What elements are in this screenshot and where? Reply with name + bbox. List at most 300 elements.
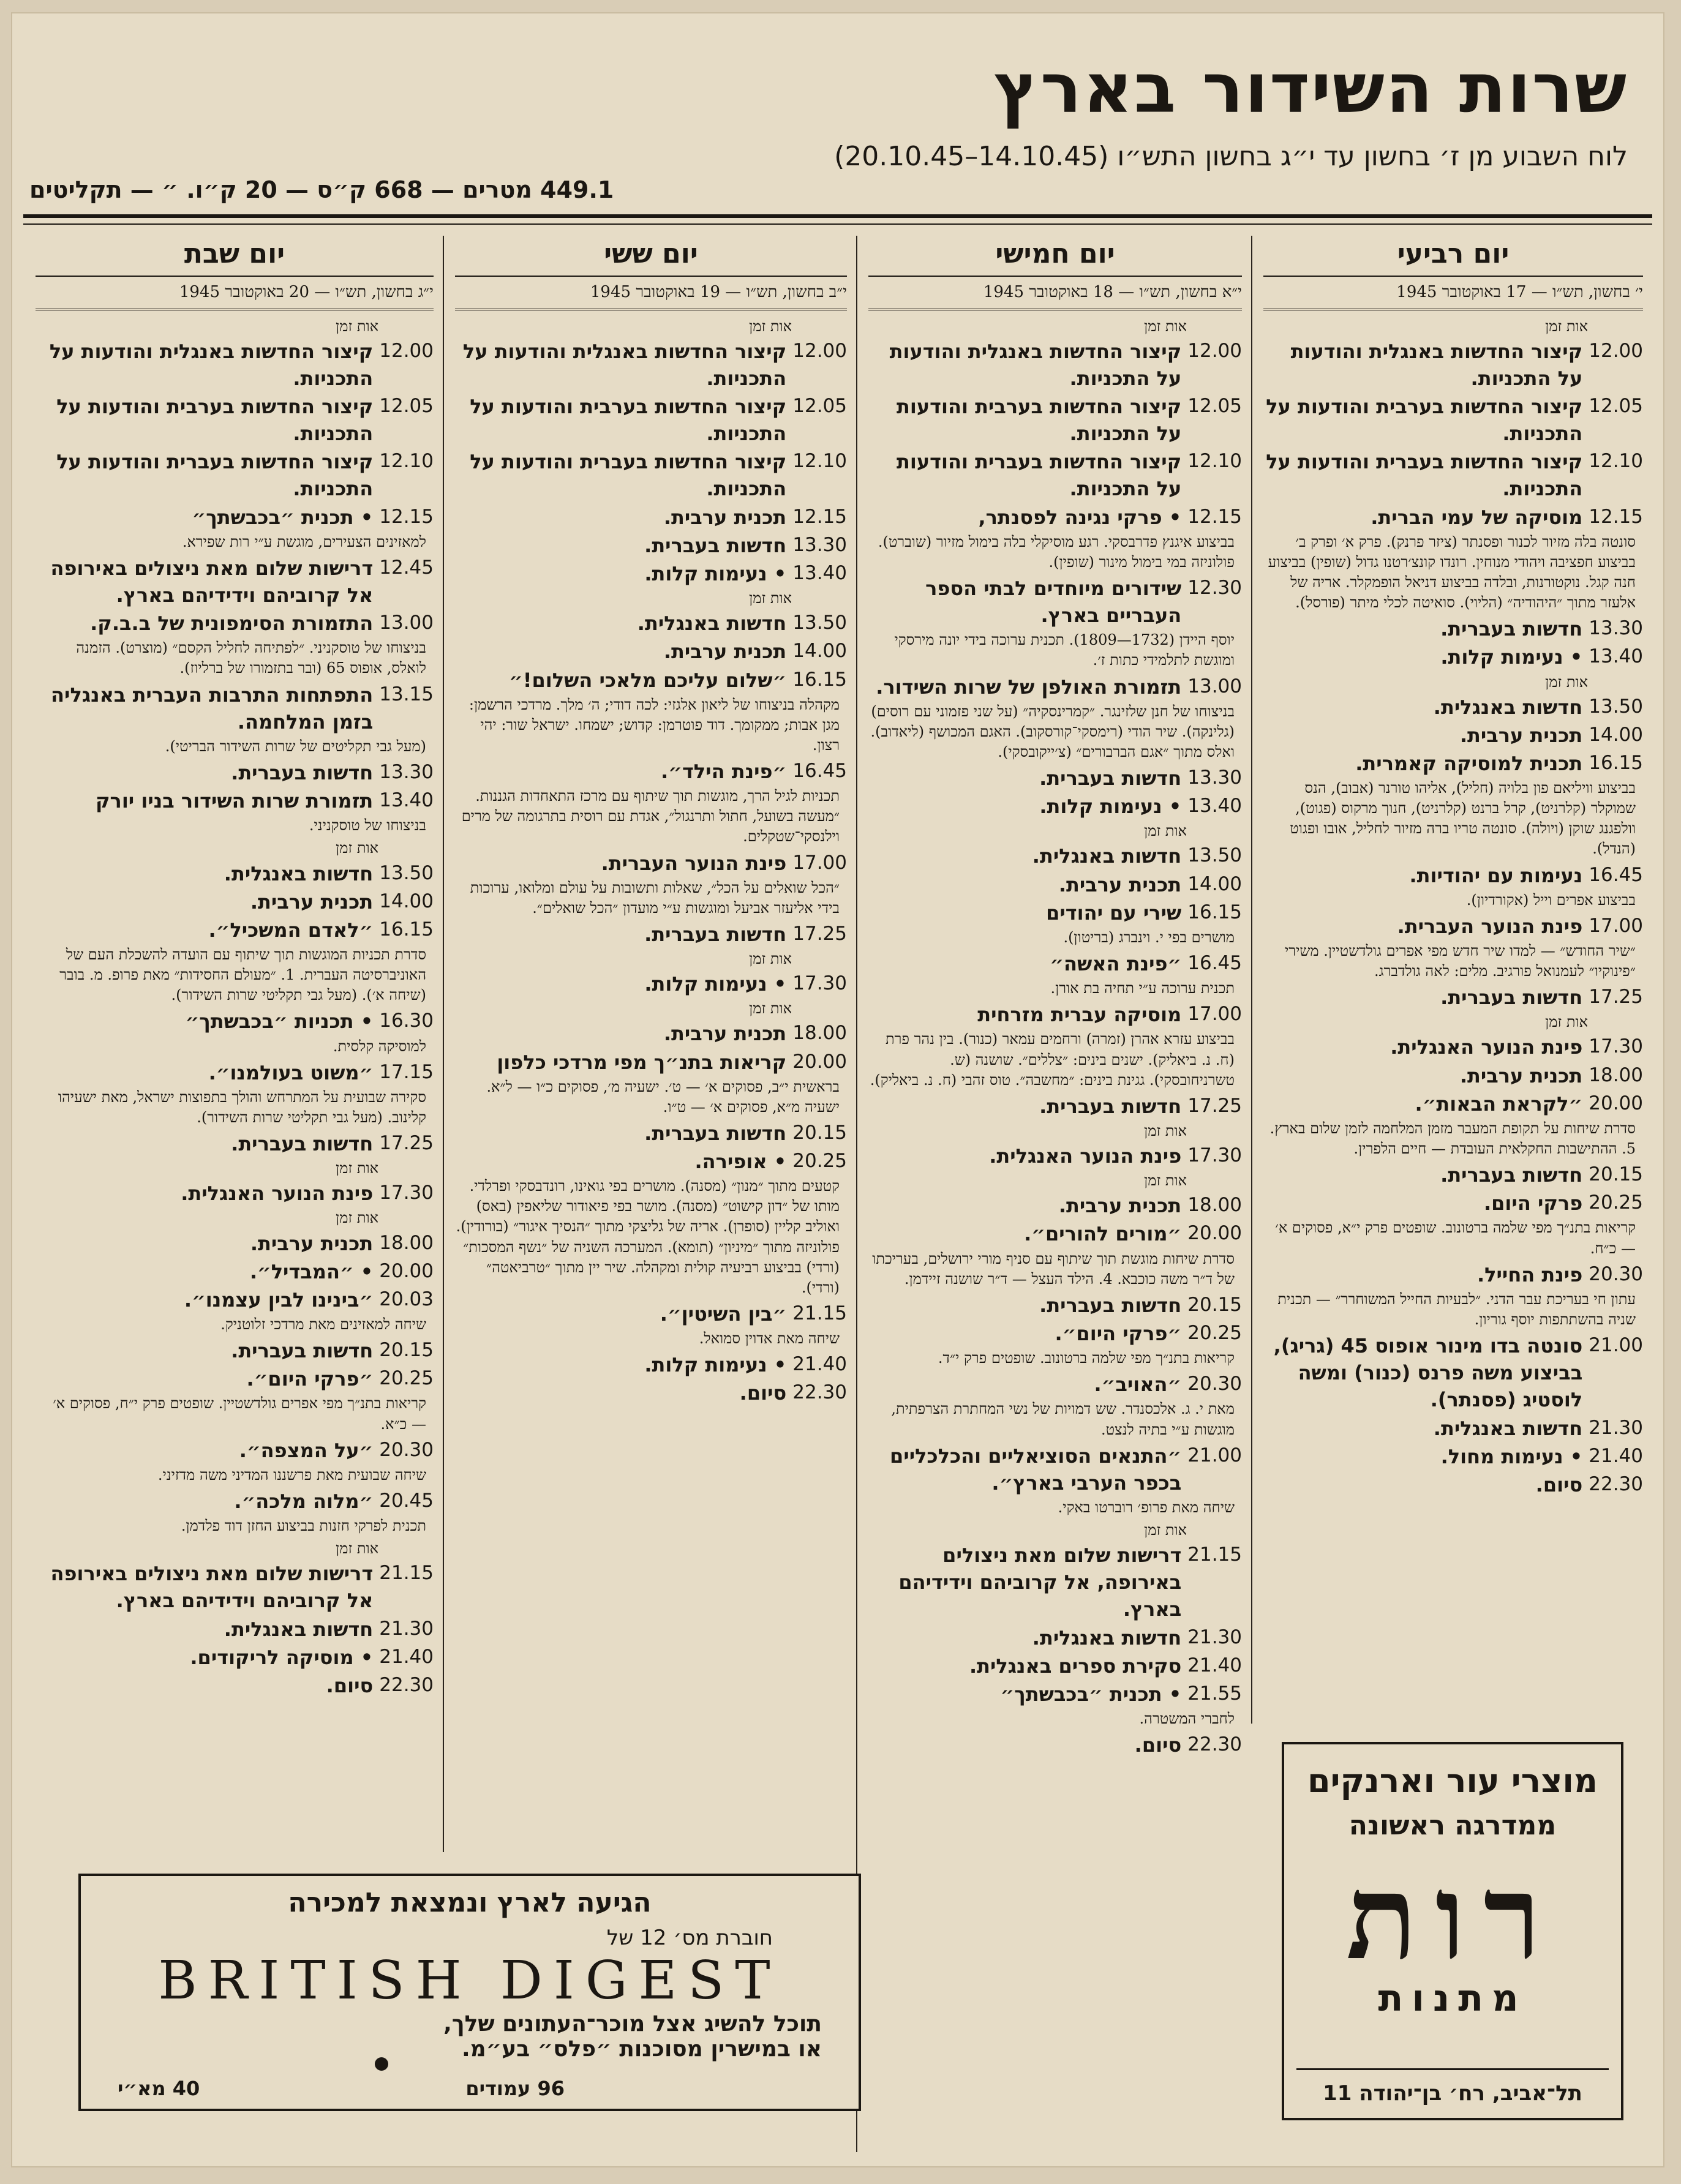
program-title: חדשות בעברית.: [1039, 767, 1182, 790]
program-time: 12.15: [379, 505, 434, 528]
program-title: חדשות באנגלית.: [1032, 1626, 1182, 1649]
program-title: ״לאדם המשכיל״.: [208, 918, 374, 942]
program-entry: [868, 1220, 1242, 1247]
program-entry: [455, 1351, 847, 1378]
program-entry: [1263, 1034, 1643, 1060]
program-time: 20.15: [379, 1339, 434, 1362]
program-entry: [455, 1120, 847, 1147]
program-title: פינת הנוער העברית.: [601, 851, 787, 875]
program-time: 20.00: [1187, 1222, 1242, 1245]
program-title: פינת הנוער העברית.: [1397, 914, 1583, 938]
program-note: שיחה מאת אדוין סמואל.: [699, 1330, 840, 1348]
ad-headline: הגיעה לארץ ונמצאת למכירה: [288, 1887, 652, 1918]
program-entry: [868, 1292, 1242, 1319]
day-date: י״ב בחשון, תש״ו — 19 באוקטובר 1945: [455, 280, 847, 310]
program-entry: [868, 1732, 1242, 1758]
program-entry: [1263, 1261, 1643, 1288]
program-time: 21.00: [1589, 1334, 1643, 1357]
ad-logo: רות: [1346, 1849, 1559, 1986]
program-title: דרישות שלום מאת ניצולים באירופה אל קרוביהם וידידיהם בארץ.: [50, 1562, 374, 1613]
program-time: 12.15: [1187, 505, 1242, 528]
day-column: [1263, 236, 1643, 1499]
masthead-title: שרות השידור בארץ: [993, 49, 1628, 129]
program-entry: [1263, 1062, 1643, 1089]
program-title: חדשות בעברית.: [1440, 617, 1583, 641]
program-time: 12.15: [792, 505, 847, 528]
program-entry: [455, 504, 847, 531]
program-time: 20.00: [1589, 1092, 1643, 1114]
program-title: תכנית ערבית.: [250, 1231, 374, 1255]
program-time: 17.25: [379, 1131, 434, 1154]
program-title: קיצור החדשות בערבית והודעות על התכניות.: [897, 395, 1182, 446]
time-signal-label: אות זמן: [1144, 1522, 1187, 1539]
program-title: פינת הנוער האנגלית.: [989, 1144, 1182, 1168]
program-entry: [1263, 1190, 1643, 1217]
program-entry: [1263, 504, 1643, 531]
program-title: תזמורת שרות השידור בניו יורק: [95, 789, 374, 813]
program-entry: [868, 1093, 1242, 1120]
program-time: 16.15: [1589, 751, 1643, 774]
program-title: סיום.: [1134, 1733, 1182, 1757]
program-time: 17.25: [792, 922, 847, 945]
program-entry: [868, 899, 1242, 926]
program-entry: [36, 1130, 434, 1157]
program-title: • נעימות קלות.: [644, 561, 787, 585]
program-time: 20.30: [379, 1438, 434, 1461]
program-note: מושרים בפי י. וינברג (בריטון).: [1063, 928, 1235, 946]
program-entry: [868, 1320, 1242, 1347]
program-time: 14.00: [1187, 872, 1242, 895]
program-title: תכנית ערבית.: [1459, 1064, 1583, 1087]
program-title: • נעימות מחול.: [1440, 1444, 1583, 1468]
program-note: למוסיקה קלסית.: [333, 1037, 426, 1055]
program-title: חדשות בעברית.: [1440, 986, 1583, 1010]
program-title: חדשות בעברית.: [1440, 1163, 1583, 1187]
program-entry: [1263, 722, 1643, 749]
program-title: סיום.: [739, 1381, 787, 1405]
program-title: קיצור החדשות באנגלית והודעות על התכניות.: [889, 339, 1182, 390]
program-time: 13.30: [792, 533, 847, 556]
program-note: קריאות בתנ״ך מפי אפרים גולדשטיין. שופטים פרק י״ח, פסוקים א׳ — כ״א.: [53, 1395, 426, 1433]
program-note: שיחה שבועית מאת פרשננו המדיני משה מדזיני.: [157, 1466, 426, 1484]
program-entry: [868, 793, 1242, 820]
program-note: ״הכל שואלים על הכל״, שאלות ותשובות על עולם ומלואו, ערוכות בידי אליעזר אביעל ומוגשות ע״י מועדון ״הכל שואלים״.: [470, 879, 840, 917]
program-time: 18.00: [1589, 1064, 1643, 1086]
program-time: 22.30: [379, 1673, 434, 1696]
program-time: 12.30: [1187, 577, 1242, 599]
program-title: חדשות בעברית.: [644, 533, 787, 557]
program-title: קיצור החדשות בעברית והודעות על התכניות.: [897, 450, 1182, 501]
program-title: ״מורים להורים״.: [1024, 1222, 1182, 1246]
program-entry: [455, 921, 847, 948]
program-title: מוסיקה עברית מזרחית: [977, 1003, 1182, 1027]
time-signal-label: אות זמן: [336, 317, 378, 335]
program-entry: [36, 1059, 434, 1086]
program-title: • נעימות קלות.: [1039, 795, 1182, 819]
program-title: פינת הנוער האנגלית.: [181, 1182, 374, 1206]
ad-availability: תוכל להשיג אצל מוכר־העתונים שלך,: [443, 2011, 822, 2036]
program-entry: [36, 1365, 434, 1392]
program-time: 12.05: [792, 395, 847, 418]
program-time: 21.15: [792, 1302, 847, 1324]
program-title: נעימות עם יהודיות.: [1409, 863, 1583, 887]
program-title: התפתחות התרבות העברית באנגליה בזמן המלחמה.: [51, 683, 374, 734]
program-title: ״האויב״.: [1094, 1373, 1182, 1397]
program-entry: [1263, 1161, 1643, 1188]
column-divider: [1251, 236, 1252, 1724]
program-time: 20.25: [792, 1150, 847, 1173]
program-title: תכנית למוסיקה קאמרית.: [1355, 751, 1583, 775]
program-note: בניצוחו של טוסקניני. ״לפתיחה לחליל הקסם״ (מוצרט). הזמנה לואלס, אופוס 65 (ובר בתזמורו של ברליוז).: [76, 639, 426, 677]
program-title: קיצור החדשות בערבית והודעות על התכניות.: [56, 395, 374, 446]
program-time: 12.00: [379, 339, 434, 362]
program-note: מקהלה בניצוחו של ליאון אלגזי: לכה דודי; ה׳ מלך. מרדכי הרשמן: מגן אבות; ממקומך. דוד פוטרמן: קדוש; ישמחו. ישראל שור: יהי רצון.: [468, 696, 840, 754]
program-entry: [868, 504, 1242, 531]
program-time: 21.30: [379, 1617, 434, 1640]
program-time: 12.05: [1589, 395, 1643, 418]
program-entry: [36, 338, 434, 392]
time-signal-label: אות זמן: [1144, 1172, 1187, 1190]
ad-pages: 96 עמודים: [465, 2077, 565, 2100]
program-time: 12.10: [1589, 450, 1643, 473]
program-entry: [36, 1180, 434, 1207]
program-note: בביצוע עזרא אהרן (זמרה) ורחמים עמאר (כנור). בין נהר פרת (ח. נ. ביאליק). ישנים בינים: ״צללים״. שושנה (ש. טשרניחובסקי). גגינת בינים: ״מחשבה״. טוס זהבי (ח. נ. ביאליק).: [870, 1030, 1235, 1089]
program-title: • מוסיקה לריקודים.: [190, 1645, 374, 1669]
program-entry: [868, 871, 1242, 898]
time-signal-label: אות זמן: [749, 1000, 792, 1018]
program-entry: [868, 1001, 1242, 1028]
header-rule: [23, 214, 1652, 218]
program-time: 16.45: [1589, 863, 1643, 886]
newspaper-page: [11, 12, 1664, 2167]
program-title: ״משוט בעולמנו״.: [208, 1060, 374, 1084]
program-title: פרקי היום.: [1483, 1191, 1583, 1215]
program-entry: [36, 1437, 434, 1464]
program-entry: [36, 1672, 434, 1699]
program-entry: [1263, 984, 1643, 1011]
program-title: • נעימות קלות.: [644, 972, 787, 996]
program-title: חדשות בעברית.: [231, 761, 374, 785]
program-title: חדשות בעברית.: [1039, 1293, 1182, 1317]
program-note: (מעל גבי תקליטים של שרות השידור הבריטי).: [165, 737, 426, 755]
program-time: 21.40: [1187, 1654, 1242, 1676]
program-title: מוסיקה של עמי הברית.: [1371, 505, 1583, 529]
masthead-subtitle: לוח השבוע מן ז׳ בחשון עד י״ג בחשון התש״ו (14.10.45–20.10.45): [834, 141, 1628, 172]
program-title: תזמורת האולפן של שרות השידור.: [876, 675, 1182, 699]
program-entry: [36, 888, 434, 915]
program-note: תכנית לפרקי חזנות בביצוע החזן דוד פלדמן.: [181, 1517, 426, 1535]
program-entry: [455, 610, 847, 637]
program-time: 20.25: [379, 1367, 434, 1390]
program-entry: [1263, 1332, 1643, 1413]
program-entry: [36, 1008, 434, 1035]
program-time: 20.25: [1589, 1191, 1643, 1214]
program-entry: [455, 667, 847, 694]
program-note: קריאות בתנ״ך מפי שלמה ברטונוב. שופטים פרק י״א, פסוקים א׳ — כ״ח.: [1275, 1219, 1636, 1257]
program-entry: [868, 950, 1242, 977]
program-time: 16.45: [1187, 952, 1242, 975]
program-time: 13.50: [379, 861, 434, 884]
program-time: 16.45: [792, 760, 847, 782]
day-date: י״א בחשון, תש״ו — 18 באוקטובר 1945: [868, 280, 1242, 310]
program-time: 17.00: [792, 851, 847, 874]
program-entry: [1263, 750, 1643, 777]
day-date: י׳ בחשון, תש״ו — 17 באוקטובר 1945: [1263, 280, 1643, 310]
program-title: פינת החייל.: [1476, 1263, 1583, 1286]
program-entry: [36, 1616, 434, 1643]
program-time: 13.30: [379, 761, 434, 784]
program-title: התזמורת הסימפונית של ב.ב.ק.: [90, 612, 374, 636]
column-divider: [443, 236, 444, 1852]
time-signal-label: אות זמן: [336, 839, 378, 857]
day-heading: יום שבת: [36, 236, 434, 277]
program-time: 12.10: [379, 450, 434, 473]
program-title: פינת הנוער האנגלית.: [1390, 1035, 1583, 1059]
program-time: 12.00: [1589, 339, 1643, 362]
program-note: יוסף היידן (1732—1809). תכנית ערוכה בידי יונה מירסקי ומוגשת לתלמידי כתות ז׳.: [894, 631, 1235, 669]
program-time: 13.40: [379, 789, 434, 812]
bullet-dot: [375, 2057, 388, 2071]
ad-tagline: מתנות: [1378, 1977, 1527, 2020]
program-entry: [455, 758, 847, 785]
program-entry: [36, 504, 434, 531]
program-time: 17.30: [792, 972, 847, 995]
program-title: ״פינת הילד״.: [661, 760, 787, 784]
program-time: 14.00: [379, 890, 434, 912]
program-title: ״פינת האשה״: [1050, 952, 1182, 976]
program-entry: [36, 555, 434, 609]
program-time: 13.40: [1589, 645, 1643, 668]
ad-subheadline: ממדרגה ראשונה: [1348, 1810, 1557, 1841]
program-time: 20.30: [1187, 1373, 1242, 1395]
program-time: 21.30: [1187, 1626, 1242, 1648]
program-time: 21.00: [1187, 1444, 1242, 1466]
program-time: 21.40: [1589, 1444, 1643, 1467]
program-title: תכנית ערבית.: [663, 640, 787, 664]
program-title: חדשות בעברית.: [1039, 1094, 1182, 1118]
program-time: 16.15: [379, 918, 434, 940]
program-time: 20.00: [792, 1050, 847, 1073]
program-title: ״פרקי היום״.: [246, 1367, 374, 1391]
program-entry: [455, 1148, 847, 1175]
program-title: • תכניות ״בכבשתך״: [185, 1010, 374, 1034]
program-time: 20.25: [1187, 1322, 1242, 1344]
program-entry: [868, 1653, 1242, 1679]
program-time: 13.40: [1187, 795, 1242, 817]
program-note: סונטה בלה מזיור לכנור ופסנתר (ציזר פרנק). פרק א׳ ופרק ב׳ בביצוע חפציבה ויהודי מנוחין. רונדו קונצ׳רטנו גדול (שופין) בביצוע חנה קגל. נוקטורנות, ובלדה בביצוע דניאל הופמקלר. אריה של אלעזר מתוך ״היהודיה״ (הליוי). סואיטה לכלי מיתר (פורסל).: [1268, 533, 1636, 612]
program-time: 17.30: [1187, 1144, 1242, 1167]
day-column: [36, 236, 434, 1700]
program-time: 21.15: [1187, 1544, 1242, 1566]
program-time: 12.00: [1187, 339, 1242, 362]
program-time: 12.00: [792, 339, 847, 362]
british-digest-advertisement: [78, 1874, 861, 2111]
header-rule-thin: [23, 223, 1652, 225]
program-time: 13.50: [1187, 844, 1242, 867]
program-time: 20.15: [792, 1121, 847, 1144]
program-entry: [868, 765, 1242, 792]
day-heading: יום חמישי: [868, 236, 1242, 277]
program-title: תכנית ערבית.: [250, 890, 374, 914]
program-title: תכנית ערבית.: [1058, 1194, 1182, 1218]
program-entry: [1263, 862, 1643, 889]
program-title: ״בינינו לבין עצמנו״.: [184, 1288, 374, 1312]
program-time: 12.10: [1187, 450, 1242, 473]
program-time: 16.30: [379, 1010, 434, 1032]
time-signal-label: אות זמן: [1545, 1013, 1588, 1031]
program-title: חדשות באנגלית.: [224, 861, 374, 885]
program-note: סדרת תכניות המוגשות תוך שיתוף עם הועדה להשכלת העם של האוניברסיטה העברית. 1. ״מעולם החסידות״ מאת פרופ. מ. בובר (שיחה א׳). (מעל גבי תקליטי שרות השידור).: [59, 946, 426, 1004]
time-signal-label: אות זמן: [1144, 317, 1187, 335]
program-entry: [868, 1681, 1242, 1708]
day-column: [455, 236, 847, 1408]
program-time: 21.40: [379, 1645, 434, 1668]
time-signal-label: אות זמן: [1545, 673, 1588, 691]
program-time: 21.30: [1589, 1416, 1643, 1439]
program-note: שיחה מאת פרופ׳ רוברטו באקי.: [1058, 1498, 1235, 1516]
program-title: קיצור החדשות בערבית והודעות על התכניות.: [470, 395, 787, 446]
program-entry: [36, 787, 434, 814]
program-entry: [868, 1192, 1242, 1219]
program-title: קיצור החדשות בעברית והודעות על התכניות.: [1266, 450, 1583, 501]
time-signal-label: אות זמן: [749, 317, 792, 335]
program-entry: [1263, 1443, 1643, 1470]
program-entry: [868, 575, 1242, 629]
program-title: חדשות באנגלית.: [1032, 844, 1182, 868]
program-entry: [1263, 338, 1643, 392]
program-entry: [868, 1443, 1242, 1496]
program-note: סדרת שיחות מוגשת תוך שיתוף עם סניף מורי ירושלים, בעריכתו של ד״ר משה כוכבא. 4. הילד העצל — ד״ר שושנה זיידמן.: [872, 1250, 1235, 1288]
ad-price: 40 מא״י: [118, 2077, 200, 2100]
time-signal-label: אות זמן: [749, 950, 792, 968]
program-entry: [868, 674, 1242, 700]
program-title: תכנית ערבית.: [1459, 723, 1583, 747]
program-note: שיחה למאזינים מאת מרדכי זלוטניק.: [220, 1315, 426, 1333]
ad-agency: או במישרין מסוכנות ״פלס״ בע״מ.: [461, 2036, 822, 2062]
program-entry: [455, 1379, 847, 1406]
day-heading: יום רביעי: [1263, 236, 1643, 277]
ad-magazine-title: BRITISH DIGEST: [158, 1950, 781, 2011]
program-note: מאת י. ג. אלכסנדר. שש דמויות של נשי המחתרת הצרפתית, מוגשות ע״י בתיה לנצט.: [891, 1400, 1235, 1438]
time-signal-label: אות זמן: [1144, 1122, 1187, 1139]
program-entry: [36, 1258, 434, 1285]
program-title: ״מלוה מלכה״.: [234, 1489, 374, 1513]
program-time: 12.15: [1589, 505, 1643, 528]
program-title: • נעימות קלות.: [644, 1353, 787, 1377]
program-entry: [36, 393, 434, 447]
ad-issue: חוברת מס׳ 12 של: [606, 1926, 773, 1950]
program-entry: [868, 393, 1242, 447]
program-entry: [36, 610, 434, 637]
program-entry: [1263, 694, 1643, 721]
program-title: חדשות בעברית.: [231, 1339, 374, 1363]
program-entry: [36, 1286, 434, 1313]
time-signal-label: אות זמן: [749, 590, 792, 607]
program-time: 17.00: [1589, 914, 1643, 937]
program-entry: [455, 850, 847, 877]
program-time: 18.00: [792, 1022, 847, 1045]
program-time: 18.00: [379, 1231, 434, 1254]
program-note: בניצוחו של טוסקניני.: [309, 817, 426, 835]
program-time: 22.30: [792, 1381, 847, 1404]
program-title: ״על המצפה״.: [239, 1438, 374, 1462]
program-time: 21.15: [379, 1562, 434, 1585]
program-time: 17.00: [1187, 1003, 1242, 1026]
program-note: בביצוע אפרים וייל (אקורדיון).: [1466, 891, 1636, 909]
ad-address: תל־אביב, רח׳ בן־יהודה 11: [1296, 2068, 1609, 2106]
program-title: קריאות בתנ״ך מפי מרדכי כלפון: [497, 1050, 787, 1074]
program-title: ״בין השיטין״.: [660, 1302, 787, 1326]
program-title: קיצור החדשות בעברית והודעות על התכניות.: [56, 450, 374, 501]
program-title: חדשות באנגלית.: [1433, 1416, 1583, 1440]
program-time: 20.15: [1589, 1163, 1643, 1186]
program-title: חדשות בעברית.: [644, 922, 787, 946]
program-title: תכנית ערבית.: [663, 505, 787, 529]
time-signal-label: אות זמן: [336, 1160, 378, 1177]
program-entry: [36, 759, 434, 786]
time-signal-label: אות זמן: [1545, 317, 1588, 335]
program-time: 16.15: [792, 668, 847, 691]
column-divider: [856, 236, 857, 2152]
program-title: קיצור החדשות באנגלית והודעות על התכניות.: [1290, 339, 1583, 390]
program-entry: [868, 1542, 1242, 1623]
program-title: סיום.: [326, 1673, 374, 1697]
program-time: 13.50: [792, 612, 847, 634]
program-title: • אופירה.: [694, 1150, 787, 1174]
program-title: שידורים מיוחדים לבתי הספר העבריים בארץ.: [925, 577, 1182, 628]
program-title: סקירת ספרים באנגלית.: [969, 1654, 1182, 1678]
program-time: 20.45: [379, 1489, 434, 1512]
program-entry: [1263, 1471, 1643, 1498]
program-entry: [455, 638, 847, 665]
program-time: 21.40: [792, 1353, 847, 1376]
day-column: [868, 236, 1242, 1760]
program-entry: [455, 1020, 847, 1047]
program-title: שירי עם יהודים: [1046, 901, 1182, 925]
program-title: חדשות בעברית.: [231, 1131, 374, 1155]
program-note: בראשית י״ב, פסוקים א׳ — ט׳. ישעיה מ׳, פסוקים כ״ו — ל״א. ישעיה מ״א, פסוקים א׳ — ט״ו.: [486, 1078, 840, 1116]
time-signal-label: אות זמן: [336, 1209, 378, 1227]
program-time: 13.30: [1589, 617, 1643, 640]
program-time: 20.00: [379, 1259, 434, 1282]
program-entry: [455, 1049, 847, 1076]
program-note: תכניות לגיל הרך, מוגשות תוך שיתוף עם מרכז התאחדות הגננות. ״מעשה בשועל, חתול ותרנגול״, אגדת עם רוסית בתרגומה של מרים וילנסקי־שטקלים.: [461, 787, 840, 846]
program-time: 22.30: [1589, 1473, 1643, 1495]
program-entry: [868, 842, 1242, 869]
program-time: 12.05: [379, 395, 434, 418]
program-entry: [455, 393, 847, 447]
program-note: בביצוע וויליאם פון בלויה (חליל), אליהו טורנר (אבוב), הנס שמוקלר (קלרניט), קרל ברנט (קלרניט), חנוך מרקוס (פגוט), וולפגנג שוקן (ויולה). סונטה טריו ברה מזיור לחליל, אובו ופגוט (הנדל).: [1290, 779, 1636, 858]
program-entry: [868, 448, 1242, 502]
program-note: סדרת שיחות על תקופת המעבר מזמן המלחמה לזמן שלום בארץ. 5. ההתישבות החקלאית העובדת — חיים הלפרין.: [1269, 1119, 1636, 1158]
program-title: תכנית ערבית.: [663, 1022, 787, 1046]
program-title: ״לקראת הבאות״.: [1415, 1092, 1583, 1116]
program-entry: [36, 1337, 434, 1364]
program-entry: [868, 1624, 1242, 1651]
program-note: למאזינים הצעירים, מוגשת ע״י רות שפירא.: [182, 533, 426, 550]
program-title: קיצור החדשות באנגלית והודעות על התכניות.: [462, 339, 787, 390]
program-time: 14.00: [792, 640, 847, 662]
program-time: 21.55: [1187, 1682, 1242, 1705]
program-entry: [1263, 1415, 1643, 1442]
program-entry: [36, 448, 434, 502]
program-time: 17.30: [379, 1182, 434, 1204]
program-title: • פרקי נגינה לפסנתר,: [978, 505, 1182, 529]
program-time: 17.15: [379, 1060, 434, 1083]
program-entry: [455, 532, 847, 559]
program-entry: [36, 917, 434, 944]
program-title: תכנית ערבית.: [1058, 872, 1182, 896]
